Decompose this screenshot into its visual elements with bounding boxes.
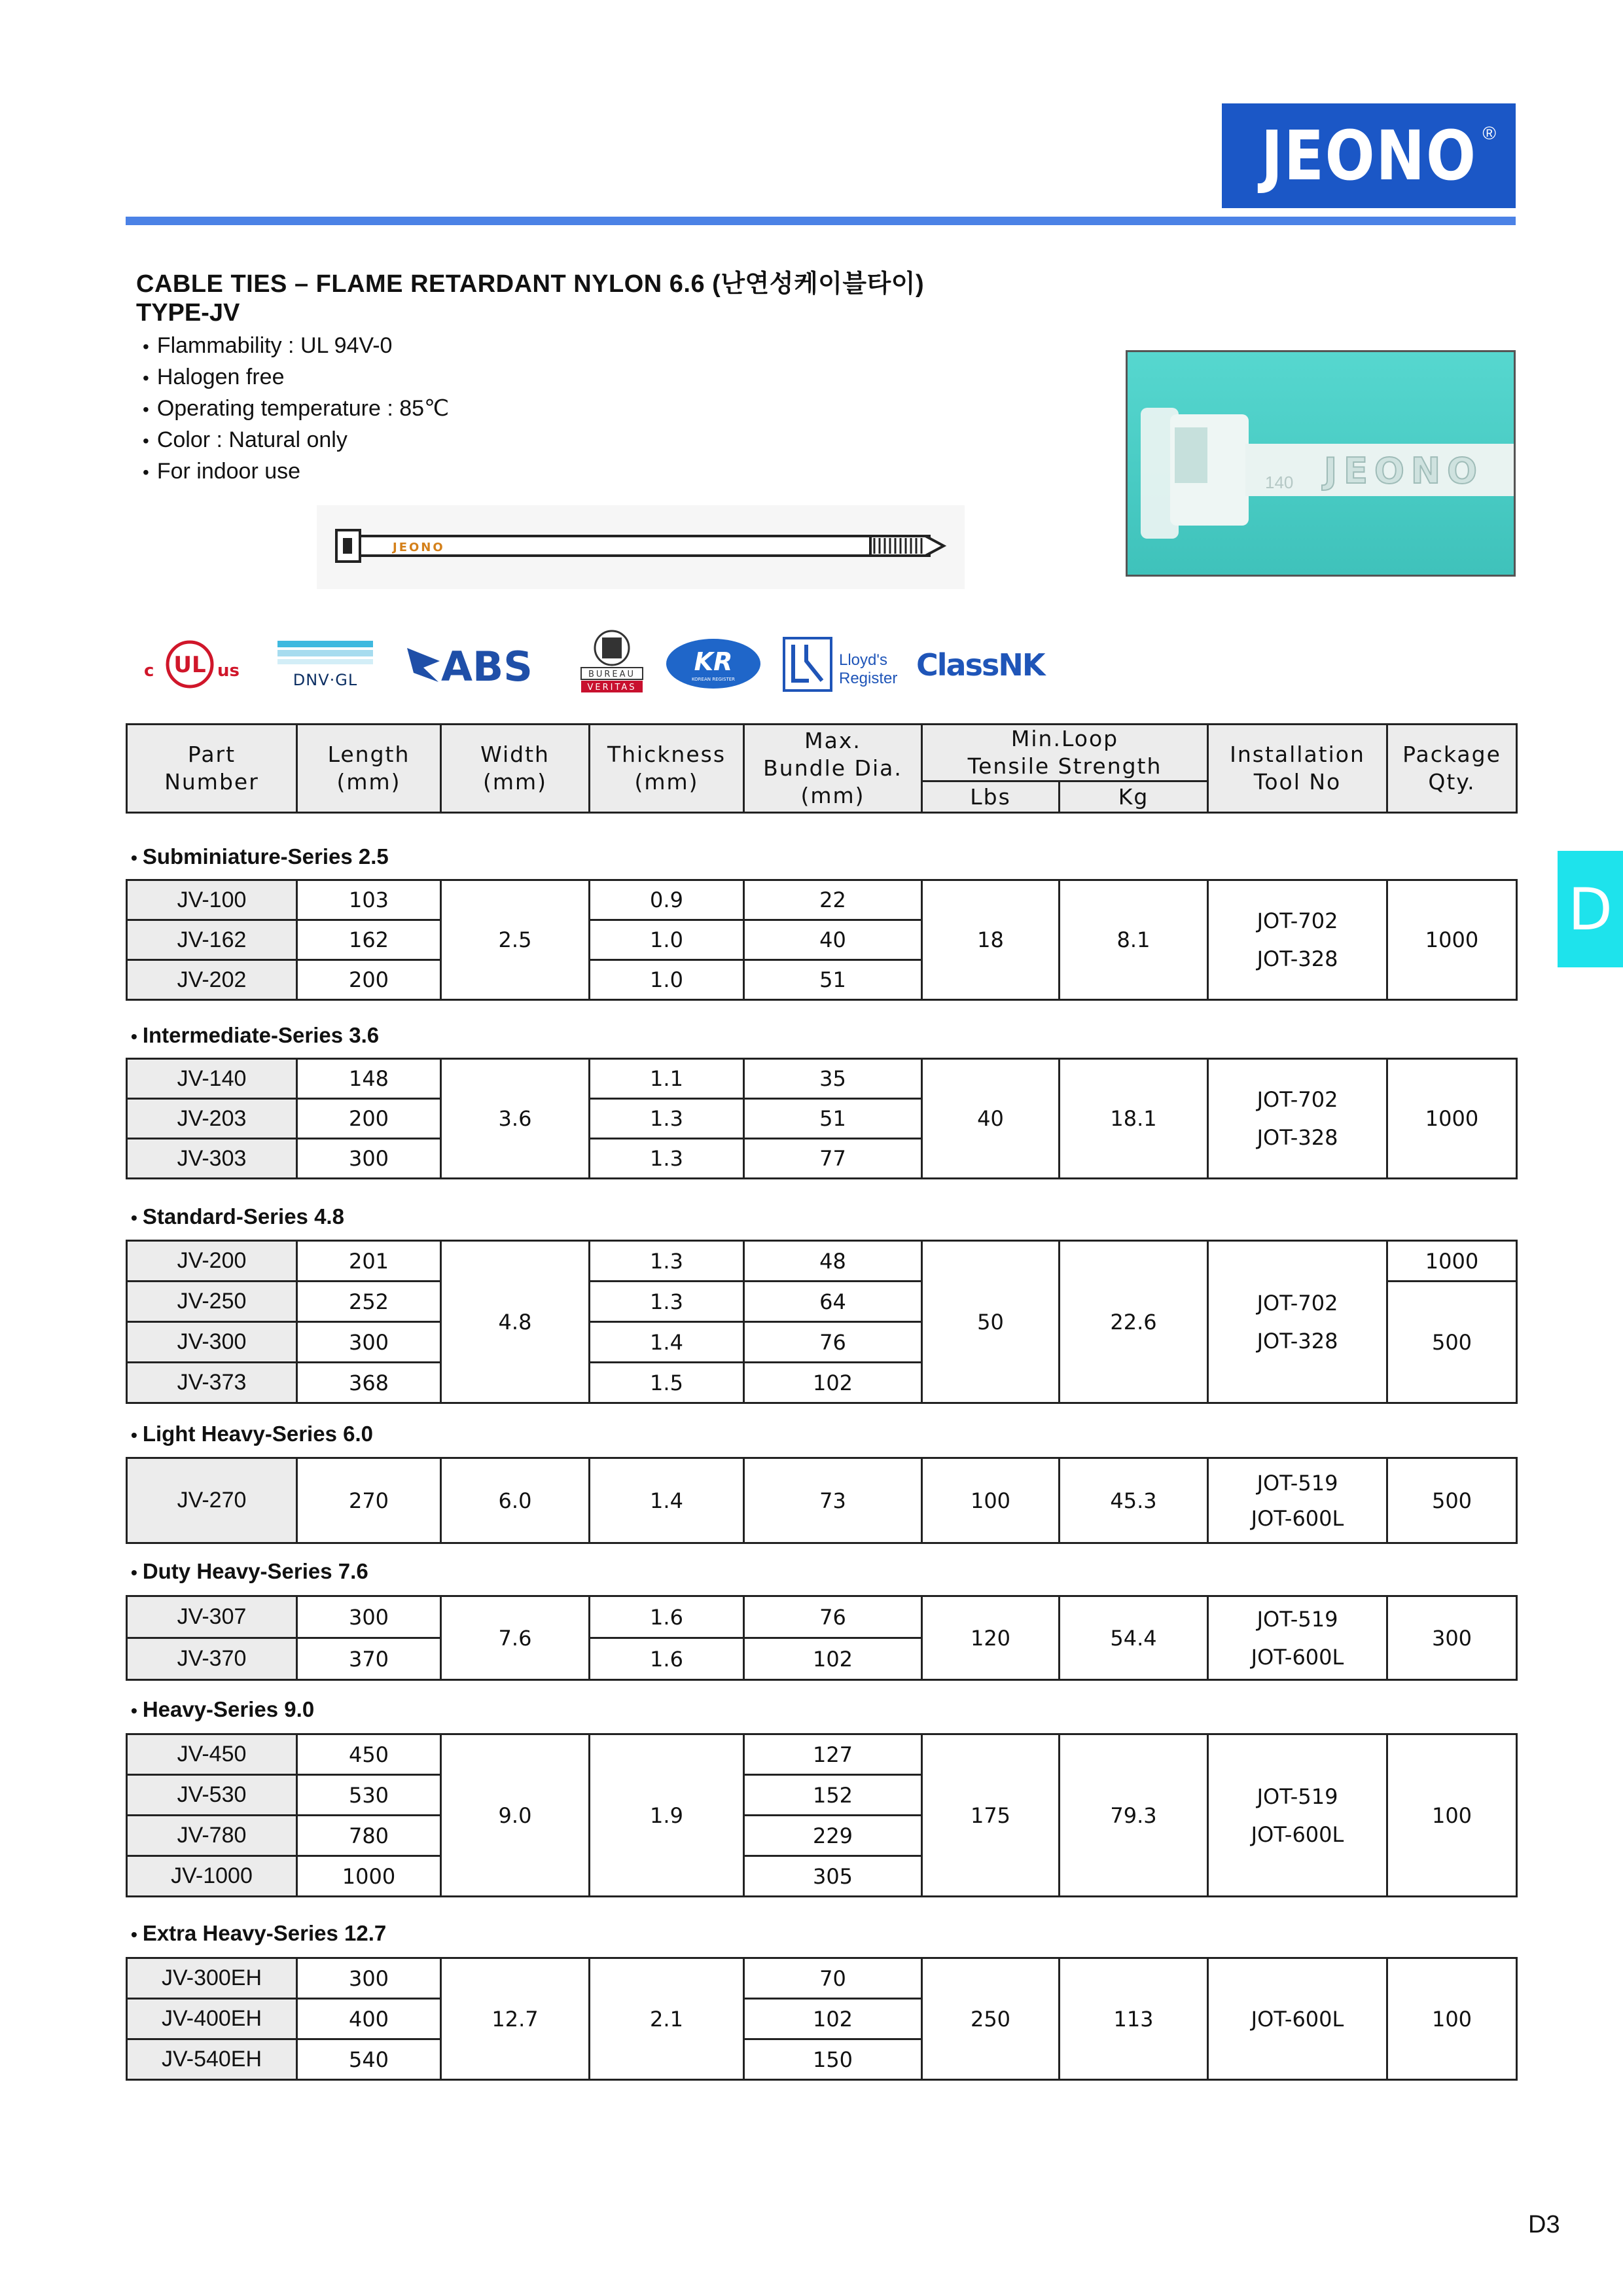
thickness-cell: 1.5 [590, 1363, 744, 1403]
lbs-cell: 18 [922, 880, 1060, 1000]
thickness-cell: 1.6 [590, 1596, 744, 1638]
bundle-cell: 73 [744, 1458, 922, 1543]
part-number: JV-370 [127, 1638, 297, 1680]
part-number: JV-373 [127, 1363, 297, 1403]
cable-tie-drawing [317, 505, 965, 589]
lbs-cell: 175 [922, 1734, 1060, 1897]
bundle-cell: 102 [744, 1638, 922, 1680]
header-installation-tool: Installation Tool No [1208, 725, 1387, 813]
bundle-cell: 76 [744, 1596, 922, 1638]
table-row [127, 1458, 1517, 1543]
table-row [127, 1596, 1517, 1638]
bundle-cell: 70 [744, 1958, 922, 1999]
spec-table-header [126, 723, 1518, 814]
thickness-cell: 1.0 [590, 960, 744, 1000]
part-number: JV-307 [127, 1596, 297, 1638]
part-number: JV-300 [127, 1322, 297, 1363]
registered-mark: ® [1482, 123, 1496, 143]
series-label: • Duty Heavy-Series 7.6 [131, 1559, 368, 1584]
length-cell: 540 [297, 2039, 441, 2080]
page-title: CABLE TIES – FLAME RETARDANT NYLON 6.6 (난연성케이블타이) [136, 270, 925, 298]
length-cell: 270 [297, 1458, 441, 1543]
dnv-text: DNV·GL [293, 671, 358, 689]
width-cell: 3.6 [441, 1059, 590, 1179]
bundle-cell: 48 [744, 1241, 922, 1282]
length-cell: 200 [297, 1099, 441, 1139]
series-table [126, 1457, 1518, 1544]
kr-logo [664, 636, 762, 692]
series-label: • Heavy-Series 9.0 [131, 1697, 314, 1722]
bundle-cell: 51 [744, 960, 922, 1000]
tool-cell: JOT-519 JOT-600L [1208, 1734, 1387, 1897]
series-label: • Intermediate-Series 3.6 [131, 1023, 379, 1048]
series-label: • Light Heavy-Series 6.0 [131, 1422, 373, 1446]
kg-cell: 54.4 [1060, 1596, 1208, 1680]
header-part-number: Part Number [127, 725, 297, 813]
length-cell: 300 [297, 1958, 441, 1999]
package-cell: 500 [1387, 1458, 1517, 1543]
lloyds-top: Lloyd's [839, 651, 887, 669]
thickness-cell: 1.6 [590, 1638, 744, 1680]
thickness-cell: 1.4 [590, 1458, 744, 1543]
classnk-text: ClassNK [916, 647, 1044, 683]
feature-item: • For indoor use [143, 456, 449, 488]
bureau-veritas-logo [576, 628, 648, 700]
feature-item: • Halogen free [143, 362, 449, 393]
lloyds-bottom: Register [839, 670, 898, 687]
length-cell: 300 [297, 1139, 441, 1179]
part-number: JV-202 [127, 960, 297, 1000]
length-cell: 370 [297, 1638, 441, 1680]
length-cell: 162 [297, 920, 441, 960]
length-cell: 200 [297, 960, 441, 1000]
tool-cell: JOT-600L [1208, 1958, 1387, 2080]
bundle-cell: 76 [744, 1322, 922, 1363]
lbs-cell: 100 [922, 1458, 1060, 1543]
bundle-cell: 229 [744, 1816, 922, 1856]
lloyds-register-logo [783, 635, 901, 694]
width-cell: 9.0 [441, 1734, 590, 1897]
header-length: Length (mm) [297, 725, 441, 813]
width-cell: 6.0 [441, 1458, 590, 1543]
length-cell: 1000 [297, 1856, 441, 1897]
length-cell: 300 [297, 1596, 441, 1638]
series-label: • Standard-Series 4.8 [131, 1204, 344, 1229]
bundle-cell: 35 [744, 1059, 922, 1099]
length-cell: 300 [297, 1322, 441, 1363]
thickness-cell: 1.1 [590, 1059, 744, 1099]
lbs-cell: 40 [922, 1059, 1060, 1179]
package-cell: 500 [1387, 1282, 1517, 1403]
part-number: JV-270 [127, 1458, 297, 1543]
series-table [126, 1240, 1518, 1404]
dnv-gl-logo [277, 638, 373, 691]
feature-item: • Operating temperature : 85℃ [143, 393, 449, 425]
header-kg: Kg [1060, 781, 1208, 813]
bundle-cell: 127 [744, 1734, 922, 1775]
bv-top: BUREAU [588, 670, 636, 679]
part-number: JV-303 [127, 1139, 297, 1179]
length-cell: 450 [297, 1734, 441, 1775]
tool-cell: JOT-702 JOT-328 [1208, 880, 1387, 1000]
header-rule [126, 217, 1516, 225]
width-cell: 4.8 [441, 1241, 590, 1403]
tool-cell: JOT-702 JOT-328 [1208, 1241, 1387, 1403]
ul-mark: UL [173, 652, 206, 678]
lbs-cell: 120 [922, 1596, 1060, 1680]
length-cell: 400 [297, 1999, 441, 2039]
ul-us: us [217, 661, 240, 681]
package-cell: 1000 [1387, 1059, 1517, 1179]
header-thickness: Thickness (mm) [590, 725, 744, 813]
abs-text: ABS [441, 643, 533, 691]
part-number: JV-162 [127, 920, 297, 960]
length-cell: 530 [297, 1775, 441, 1816]
thickness-cell: 1.4 [590, 1322, 744, 1363]
width-cell: 12.7 [441, 1958, 590, 2080]
tool-cell: JOT-702 JOT-328 [1208, 1059, 1387, 1179]
package-cell: 100 [1387, 1734, 1517, 1897]
series-label: • Subminiature-Series 2.5 [131, 844, 389, 869]
series-table [126, 1058, 1518, 1179]
part-number: JV-300EH [127, 1958, 297, 1999]
tool-cell: JOT-519 JOT-600L [1208, 1596, 1387, 1680]
kg-cell: 79.3 [1060, 1734, 1208, 1897]
table-row [127, 1734, 1517, 1775]
bundle-cell: 102 [744, 1999, 922, 2039]
feature-list [143, 331, 449, 488]
width-cell: 7.6 [441, 1596, 590, 1680]
part-number: JV-400EH [127, 1999, 297, 2039]
table-row [127, 1059, 1517, 1099]
header-tensile-strength: Min.Loop Tensile Strength [922, 725, 1208, 781]
header-width: Width (mm) [441, 725, 590, 813]
feature-item: • Flammability : UL 94V-0 [143, 331, 449, 362]
kg-cell: 113 [1060, 1958, 1208, 2080]
width-cell: 2.5 [441, 880, 590, 1000]
photo-number: 140 [1265, 473, 1294, 492]
table-row [127, 880, 1517, 920]
bundle-cell: 40 [744, 920, 922, 960]
length-cell: 148 [297, 1059, 441, 1099]
part-number: JV-250 [127, 1282, 297, 1322]
thickness-cell: 1.3 [590, 1241, 744, 1282]
cable-tie-photo-image [1128, 352, 1514, 575]
table-row [127, 1958, 1517, 1999]
bv-bottom: VERITAS [587, 683, 637, 692]
bundle-cell: 152 [744, 1775, 922, 1816]
part-number: JV-540EH [127, 2039, 297, 2080]
ul-c: c [144, 661, 154, 681]
kr-sub: KOREAN REGISTER [691, 677, 736, 682]
part-number: JV-100 [127, 880, 297, 920]
bundle-cell: 22 [744, 880, 922, 920]
feature-item: • Color : Natural only [143, 425, 449, 456]
thickness-cell: 1.3 [590, 1139, 744, 1179]
series-table [126, 879, 1518, 1001]
kg-cell: 8.1 [1060, 880, 1208, 1000]
lbs-cell: 250 [922, 1958, 1060, 2080]
ul-logo [131, 638, 249, 691]
thickness-cell: 1.0 [590, 920, 744, 960]
classnk-logo [916, 641, 1047, 687]
tool-cell: JOT-519 JOT-600L [1208, 1458, 1387, 1543]
thickness-cell: 1.3 [590, 1099, 744, 1139]
header-lbs: Lbs [922, 781, 1060, 813]
kg-cell: 45.3 [1060, 1458, 1208, 1543]
kg-cell: 22.6 [1060, 1241, 1208, 1403]
thickness-cell: 2.1 [590, 1958, 744, 2080]
certification-logos [131, 628, 1047, 700]
part-number: JV-530 [127, 1775, 297, 1816]
thickness-cell: 1.9 [590, 1734, 744, 1897]
lbs-cell: 50 [922, 1241, 1060, 1403]
bundle-cell: 64 [744, 1282, 922, 1322]
series-table [126, 1595, 1518, 1681]
header-package-qty: Package Qty. [1387, 725, 1517, 813]
product-photo [1126, 350, 1516, 577]
kr-text: KR [694, 647, 733, 676]
part-number: JV-203 [127, 1099, 297, 1139]
drawing-label: JEONO [393, 541, 445, 554]
package-cell: 100 [1387, 1958, 1517, 2080]
page-number: D3 [1528, 2211, 1560, 2238]
package-cell: 1000 [1387, 1241, 1517, 1282]
abs-logo [401, 635, 546, 694]
package-cell: 300 [1387, 1596, 1517, 1680]
section-tab: D [1558, 851, 1623, 967]
thickness-cell: 1.3 [590, 1282, 744, 1322]
part-number: JV-450 [127, 1734, 297, 1775]
photo-marking: JEONO [1324, 450, 1484, 492]
header-bundle-dia: Max. Bundle Dia. (mm) [744, 725, 922, 813]
table-row [127, 1241, 1517, 1282]
brand-logo [1222, 103, 1516, 208]
brand-name: JEONO [1260, 116, 1477, 196]
bundle-cell: 305 [744, 1856, 922, 1897]
bundle-cell: 150 [744, 2039, 922, 2080]
package-cell: 1000 [1387, 880, 1517, 1000]
length-cell: 252 [297, 1282, 441, 1322]
series-table [126, 1733, 1518, 1897]
bundle-cell: 102 [744, 1363, 922, 1403]
length-cell: 368 [297, 1363, 441, 1403]
thickness-cell: 0.9 [590, 880, 744, 920]
length-cell: 780 [297, 1816, 441, 1856]
part-number: JV-1000 [127, 1856, 297, 1897]
length-cell: 201 [297, 1241, 441, 1282]
series-table [126, 1957, 1518, 2081]
kg-cell: 18.1 [1060, 1059, 1208, 1179]
bundle-cell: 77 [744, 1139, 922, 1179]
page-subtitle: TYPE-JV [136, 299, 240, 327]
part-number: JV-780 [127, 1816, 297, 1856]
series-label: • Extra Heavy-Series 12.7 [131, 1921, 386, 1946]
part-number: JV-200 [127, 1241, 297, 1282]
part-number: JV-140 [127, 1059, 297, 1099]
length-cell: 103 [297, 880, 441, 920]
bundle-cell: 51 [744, 1099, 922, 1139]
